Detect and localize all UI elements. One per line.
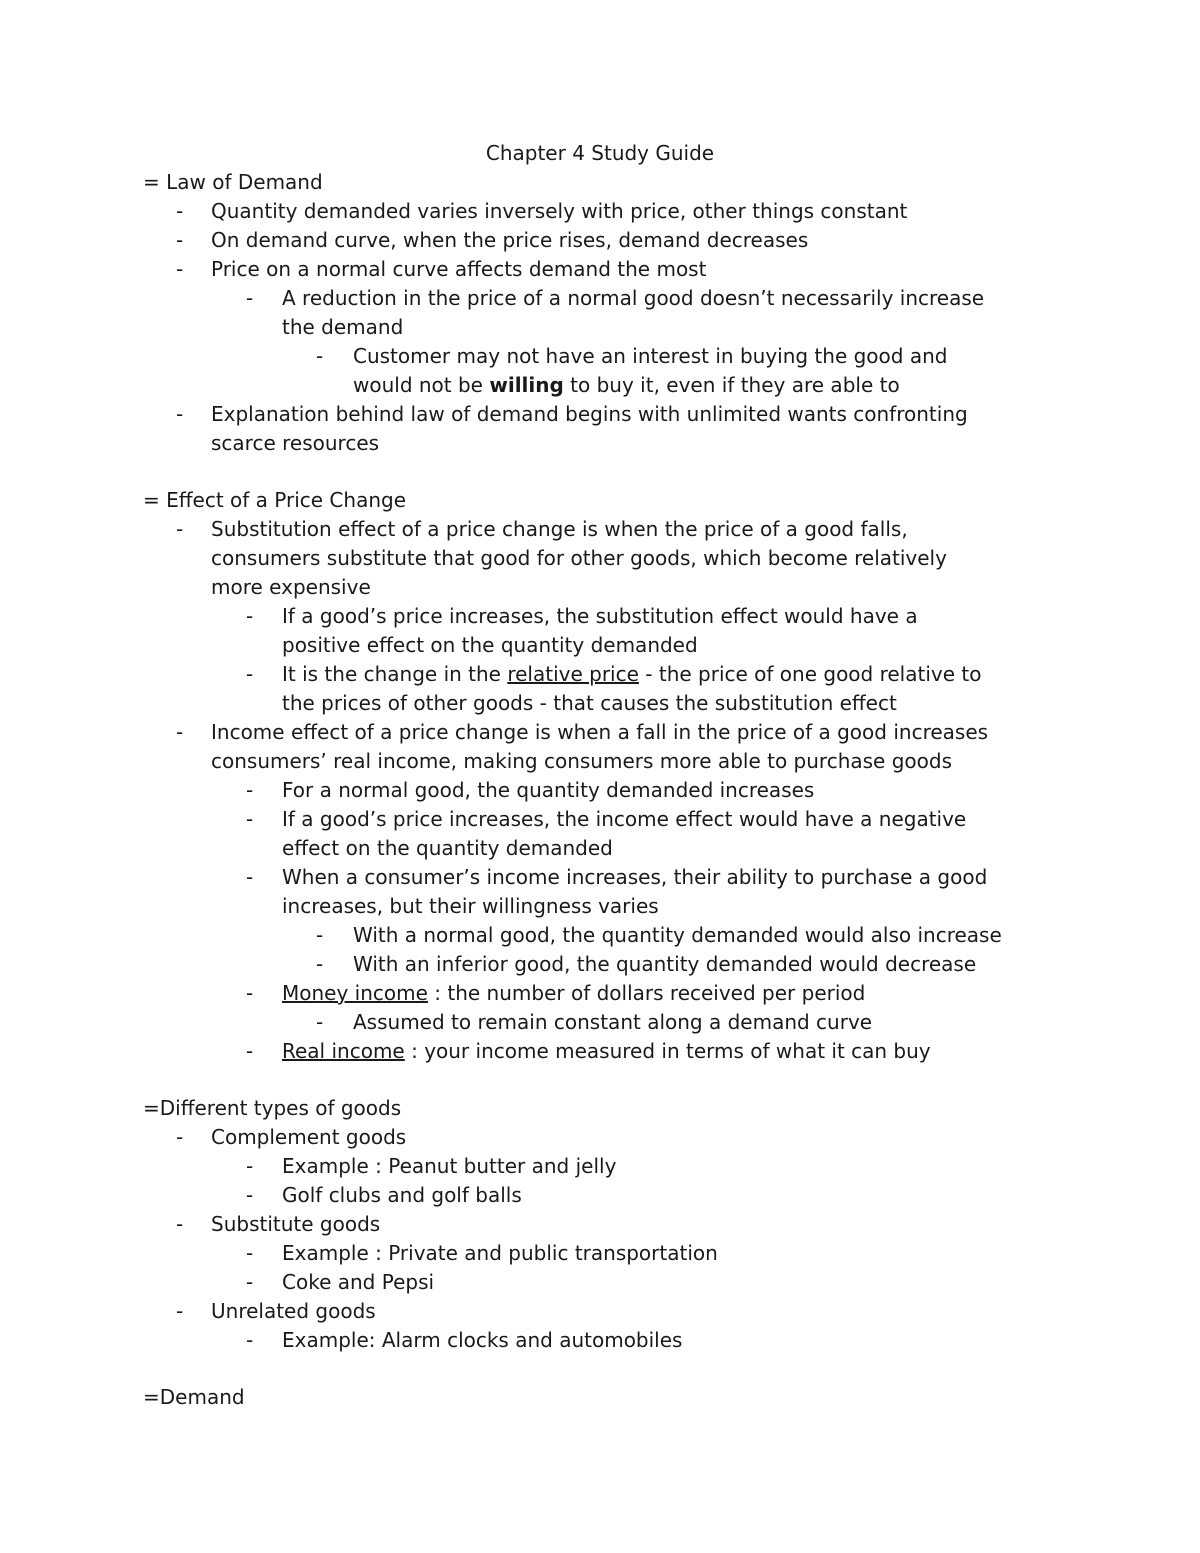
- bullet-dash: -: [176, 1212, 184, 1236]
- section-heading: = Effect of a Price Change: [143, 488, 406, 512]
- list-item-continuation: effect on the quantity demanded: [282, 836, 613, 860]
- list-item: [282, 1037, 931, 1066]
- list-item-continuation: [353, 371, 900, 400]
- list-item: Unrelated goods: [211, 1299, 376, 1323]
- underlined-term: Money income: [282, 981, 428, 1005]
- list-item: Complement goods: [211, 1125, 407, 1149]
- text-run: : your income measured in terms of what it can buy: [404, 1039, 931, 1063]
- bullet-dash: -: [246, 604, 254, 628]
- list-item: Substitute goods: [211, 1212, 381, 1236]
- list-item-continuation: consumers substitute that good for other goods, which become relatively: [211, 546, 947, 570]
- list-item-continuation: scarce resources: [211, 431, 380, 455]
- list-item: When a consumer’s income increases, their ability to purchase a good: [282, 865, 988, 889]
- bullet-dash: -: [316, 1010, 324, 1034]
- list-item: A reduction in the price of a normal good doesn’t necessarily increase: [282, 286, 985, 310]
- list-item: Golf clubs and golf balls: [282, 1183, 522, 1207]
- list-item: With a normal good, the quantity demanded would also increase: [353, 923, 1002, 947]
- bullet-dash: -: [246, 1328, 254, 1352]
- list-item: Price on a normal curve affects demand the most: [211, 257, 707, 281]
- list-item: Substitution effect of a price change is when the price of a good falls,: [211, 517, 908, 541]
- list-item: If a good’s price increases, the income effect would have a negative: [282, 807, 967, 831]
- list-item: If a good’s price increases, the substitution effect would have a: [282, 604, 918, 628]
- bullet-dash: -: [246, 1241, 254, 1265]
- list-item-continuation: the prices of other goods - that causes the substitution effect: [282, 691, 897, 715]
- list-item: [282, 660, 981, 689]
- bullet-dash: -: [316, 344, 324, 368]
- list-item-continuation: consumers’ real income, making consumers more able to purchase goods: [211, 749, 952, 773]
- list-item: Explanation behind law of demand begins with unlimited wants confronting: [211, 402, 968, 426]
- list-item-continuation: more expensive: [211, 575, 371, 599]
- section-heading: =Different types of goods: [143, 1096, 402, 1120]
- list-item: Income effect of a price change is when a fall in the price of a good increases: [211, 720, 989, 744]
- section-heading: = Law of Demand: [143, 170, 323, 194]
- bullet-dash: -: [176, 257, 184, 281]
- bullet-dash: -: [246, 1154, 254, 1178]
- bullet-dash: -: [176, 228, 184, 252]
- bullet-dash: -: [176, 517, 184, 541]
- bullet-dash: -: [246, 778, 254, 802]
- list-item: Example : Private and public transportation: [282, 1241, 718, 1265]
- text-run: would not be: [353, 373, 490, 397]
- list-item: Example: Alarm clocks and automobiles: [282, 1328, 683, 1352]
- bullet-dash: -: [176, 1125, 184, 1149]
- underlined-term: Real income: [282, 1039, 405, 1063]
- list-item: With an inferior good, the quantity demanded would decrease: [353, 952, 977, 976]
- list-item: [282, 979, 865, 1008]
- underlined-term: relative price: [507, 662, 639, 686]
- bullet-dash: -: [246, 1039, 254, 1063]
- bullet-dash: -: [246, 807, 254, 831]
- text-run: to buy it, even if they are able to: [563, 373, 900, 397]
- bullet-dash: -: [316, 923, 324, 947]
- list-item-continuation: increases, but their willingness varies: [282, 894, 659, 918]
- bullet-dash: -: [246, 1270, 254, 1294]
- list-item-continuation: positive effect on the quantity demanded: [282, 633, 698, 657]
- bullet-dash: -: [246, 662, 254, 686]
- text-run: : the number of dollars received per period: [427, 981, 866, 1005]
- text-run: - the price of one good relative to: [638, 662, 982, 686]
- list-item: For a normal good, the quantity demanded increases: [282, 778, 815, 802]
- bullet-dash: -: [176, 402, 184, 426]
- bullet-dash: -: [246, 981, 254, 1005]
- bullet-dash: -: [246, 286, 254, 310]
- list-item: On demand curve, when the price rises, demand decreases: [211, 228, 809, 252]
- bullet-dash: -: [246, 865, 254, 889]
- page-title: Chapter 4 Study Guide: [485, 141, 715, 165]
- text-run: It is the change in the: [282, 662, 508, 686]
- list-item: Customer may not have an interest in buying the good and: [353, 344, 948, 368]
- list-item: Quantity demanded varies inversely with price, other things constant: [211, 199, 908, 223]
- list-item-continuation: the demand: [282, 315, 404, 339]
- bold-text: willing: [489, 373, 564, 397]
- list-item: Example : Peanut butter and jelly: [282, 1154, 617, 1178]
- bullet-dash: -: [316, 952, 324, 976]
- bullet-dash: -: [176, 720, 184, 744]
- bullet-dash: -: [246, 1183, 254, 1207]
- list-item: Coke and Pepsi: [282, 1270, 435, 1294]
- bullet-dash: -: [176, 199, 184, 223]
- section-heading: =Demand: [143, 1385, 245, 1409]
- list-item: Assumed to remain constant along a demand curve: [353, 1010, 873, 1034]
- bullet-dash: -: [176, 1299, 184, 1323]
